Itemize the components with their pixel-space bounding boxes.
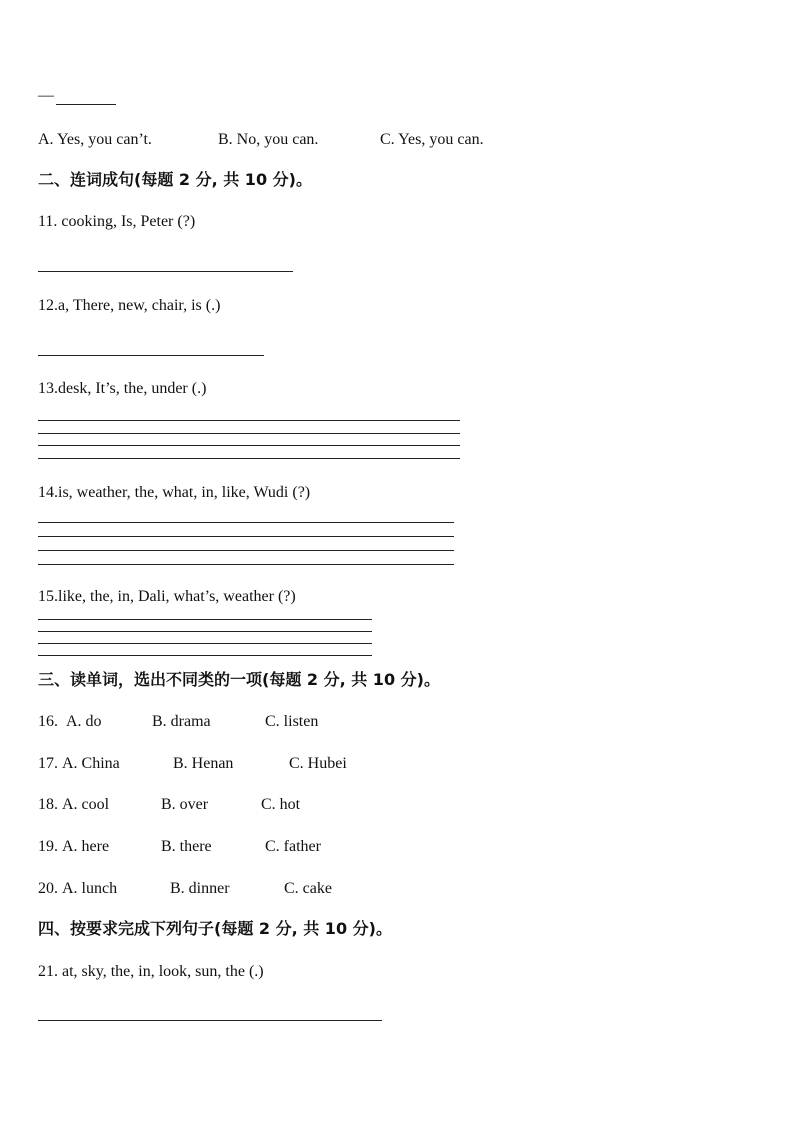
writing-line xyxy=(38,564,454,565)
writing-line xyxy=(38,655,372,656)
writing-line xyxy=(38,445,460,446)
question-18-option-c: C. hot xyxy=(261,796,301,813)
writing-line xyxy=(38,522,454,523)
writing-line xyxy=(38,631,372,632)
q10-option-c: C. Yes, you can. xyxy=(380,131,484,148)
question-16-number: 16. xyxy=(38,713,58,730)
question-18-number: 18. xyxy=(38,796,58,813)
answer-line xyxy=(38,1020,382,1021)
section-4-title: 四、按要求完成下列句子(每题 2 分, 共 10 分)。 xyxy=(38,919,392,938)
question-16-option-a: A. do xyxy=(66,713,102,730)
question-17-number: 17. xyxy=(38,755,58,772)
question-11: 11. cooking, Is, Peter (?) xyxy=(38,213,196,230)
question-20-option-b: B. dinner xyxy=(170,880,230,897)
section-2-title: 二、连词成句(每题 2 分, 共 10 分)。 xyxy=(38,170,312,189)
writing-line xyxy=(38,536,454,537)
question-15: 15.like, the, in, Dali, what’s, weather (?) xyxy=(38,588,296,605)
question-17-option-c: C. Hubei xyxy=(289,755,347,772)
question-16-option-c: C. listen xyxy=(265,713,319,730)
section-3-title: 三、读单词，选出不同类的一项(每题 2 分, 共 10 分)。 xyxy=(38,670,440,689)
writing-line xyxy=(38,550,454,551)
writing-line xyxy=(38,619,372,620)
question-17-option-b: B. Henan xyxy=(173,755,234,772)
q10-option-b: B. No, you can. xyxy=(218,131,319,148)
question-14: 14.is, weather, the, what, in, like, Wudi (?) xyxy=(38,484,311,501)
answer-line xyxy=(38,355,264,356)
writing-line xyxy=(38,643,372,644)
writing-line xyxy=(38,458,460,459)
question-20-option-a: A. lunch xyxy=(62,880,118,897)
question-20-number: 20. xyxy=(38,880,58,897)
answer-line xyxy=(56,104,116,105)
question-17-option-a: A. China xyxy=(62,755,120,772)
question-16-option-b: B. drama xyxy=(152,713,211,730)
question-21: 21. at, sky, the, in, look, sun, the (.) xyxy=(38,963,264,980)
question-13: 13.desk, It’s, the, under (.) xyxy=(38,380,207,397)
question-19-option-b: B. there xyxy=(161,838,212,855)
q10-option-a: A. Yes, you can’t. xyxy=(38,131,152,148)
question-12: 12.a, There, new, chair, is (.) xyxy=(38,297,221,314)
writing-line xyxy=(38,420,460,421)
answer-line xyxy=(38,271,293,272)
question-18-option-a: A. cool xyxy=(62,796,110,813)
question-19-option-c: C. father xyxy=(265,838,321,855)
question-18-option-b: B. over xyxy=(161,796,209,813)
writing-line xyxy=(38,433,460,434)
question-20-option-c: C. cake xyxy=(284,880,332,897)
question-19-option-a: A. here xyxy=(62,838,110,855)
question-19-number: 19. xyxy=(38,838,58,855)
answer-dash: — xyxy=(38,87,54,104)
